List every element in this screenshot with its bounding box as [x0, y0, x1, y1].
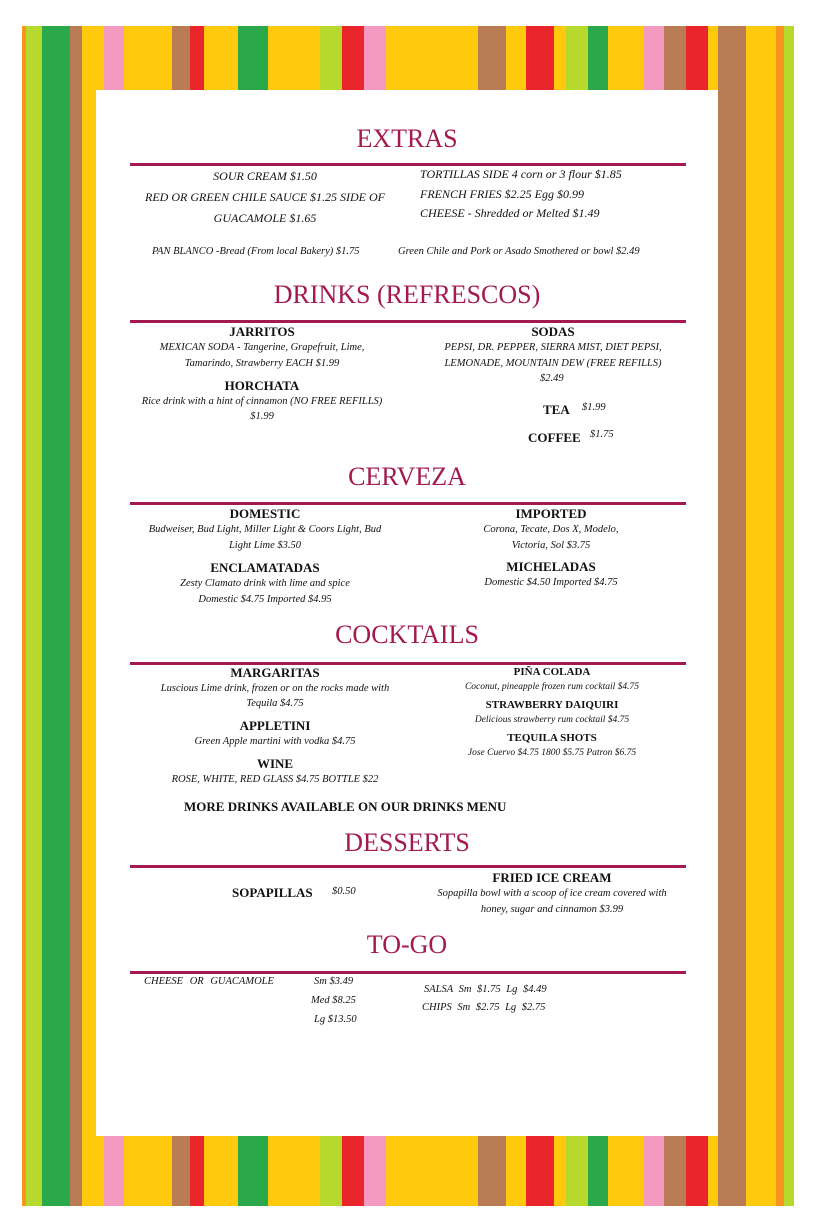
chips-item: CHIPS Sm $2.75 Lg $2.75 — [422, 1002, 546, 1013]
fried-ice-cream-title: FRIED ICE CREAM — [492, 870, 612, 885]
fried-ice-cream-line2: honey, sugar and cinnamon $3.99 — [480, 904, 624, 915]
guacamole-item: GUACAMOLE $1.65 — [213, 211, 317, 225]
fries-item: FRENCH FRIES $2.25 Egg $0.99 — [420, 187, 584, 201]
imported-line1: Corona, Tecate, Dos X, Modelo, — [483, 524, 619, 535]
more-drinks-note: MORE DRINKS AVAILABLE ON OUR DRINKS MENU — [184, 799, 507, 814]
desserts-heading: DESSERTS — [344, 828, 470, 857]
green-chile-item: Green Chile and Pork or Asado Smothered or bowl $2.49 — [398, 246, 640, 257]
jarritos-line2: Tamarindo, Strawberry EACH $1.99 — [184, 358, 340, 369]
wine-line1: ROSE, WHITE, RED GLASS $4.75 BOTTLE $22 — [171, 774, 379, 785]
jarritos-title: JARRITOS — [229, 324, 295, 339]
micheladas-line1: Domestic $4.50 Imported $4.75 — [484, 577, 618, 588]
menu-card — [96, 90, 718, 1136]
tequila-shots-line1: Jose Cuervo $4.75 1800 $5.75 Patron $6.75 — [467, 748, 637, 758]
domestic-title: DOMESTIC — [229, 506, 301, 521]
margaritas-line2: Tequila $4.75 — [246, 698, 304, 709]
margaritas-title: MARGARITAS — [230, 665, 320, 680]
cheese-guacamole-sm: Sm $3.49 — [314, 976, 354, 987]
daiquiri-title: STRAWBERRY DAIQUIRI — [485, 699, 619, 711]
enclamatadas-line2: Domestic $4.75 Imported $4.95 — [198, 594, 332, 605]
enclamatadas-title: ENCLAMATADAS — [210, 560, 320, 575]
wine-title: WINE — [256, 756, 294, 771]
sodas-line2: LEMONADE, MOUNTAIN DEW (FREE REFILLS) — [444, 358, 662, 369]
sodas-price: $2.49 — [540, 373, 564, 384]
pina-colada-title: PIÑA COLADA — [513, 666, 591, 678]
pan-blanco-item: PAN BLANCO -Bread (From local Bakery) $1.75 — [152, 246, 360, 257]
margaritas-line1: Luscious Lime drink, frozen or on the rocks made with — [160, 683, 390, 694]
chile-sauce-item: RED OR GREEN CHILE SAUCE $1.25 SIDE OF — [145, 190, 385, 204]
cerveza-divider — [130, 502, 686, 505]
horchata-line1: Rice drink with a hint of cinnamon (NO FREE REFILLS) — [141, 396, 383, 407]
appletini-line1: Green Apple martini with vodka $4.75 — [194, 736, 356, 747]
tea-price: $1.99 — [582, 402, 606, 413]
salsa-item: SALSA Sm $1.75 Lg $4.49 — [424, 984, 547, 995]
horchata-price: $1.99 — [250, 411, 274, 422]
pina-colada-line1: Coconut, pineapple frozen rum cocktail $4.75 — [464, 682, 640, 692]
domestic-line1: Budweiser, Bud Light, Miller Light & Coors Light, Bud — [148, 524, 382, 535]
sodas-line1: PEPSI, DR. PEPPER, SIERRA MIST, DIET PEPSI, — [444, 342, 662, 353]
daiquiri-line1: Delicious strawberry rum cocktail $4.75 — [474, 715, 630, 725]
coffee-label: COFFEE — [528, 430, 581, 445]
cerveza-heading: CERVEZA — [348, 462, 466, 491]
domestic-line2: Light Lime $3.50 — [228, 540, 302, 551]
fried-ice-cream-line1: Sopapilla bowl with a scoop of ice cream covered with — [437, 888, 667, 899]
sodas-title: SODAS — [531, 324, 575, 339]
cheese-guacamole-med: Med $8.25 — [311, 995, 356, 1006]
coffee-price: $1.75 — [590, 429, 614, 440]
drinks-divider — [130, 320, 686, 323]
drinks-heading: DRINKS (REFRESCOS) — [273, 280, 541, 309]
imported-line2: Victoria, Sol $3.75 — [511, 540, 591, 551]
imported-title: IMPORTED — [515, 506, 587, 521]
tea-label: TEA — [543, 402, 570, 417]
togo-heading: TO-GO — [366, 930, 448, 959]
desserts-divider — [130, 865, 686, 868]
cheese-guacamole-label: CHEESE OR GUACAMOLE — [144, 976, 274, 987]
micheladas-title: MICHELADAS — [506, 559, 596, 574]
extras-heading: EXTRAS — [356, 124, 458, 153]
sopapillas-label: SOPAPILLAS — [232, 885, 313, 900]
horchata-title: HORCHATA — [224, 378, 300, 393]
tortillas-item: TORTILLAS SIDE 4 corn or 3 flour $1.85 — [420, 167, 622, 181]
jarritos-line1: MEXICAN SODA - Tangerine, Grapefruit, Lime, — [159, 342, 365, 353]
appletini-title: APPLETINI — [239, 718, 311, 733]
cocktails-heading: COCKTAILS — [335, 620, 479, 649]
tequila-shots-title: TEQUILA SHOTS — [507, 732, 597, 744]
sour-cream-item: SOUR CREAM $1.50 — [213, 169, 317, 183]
enclamatadas-line1: Zesty Clamato drink with lime and spice — [180, 578, 350, 589]
cheese-guacamole-lg: Lg $13.50 — [314, 1014, 357, 1025]
cheese-item: CHEESE - Shredded or Melted $1.49 — [420, 206, 600, 220]
sopapillas-price: $0.50 — [332, 886, 356, 897]
